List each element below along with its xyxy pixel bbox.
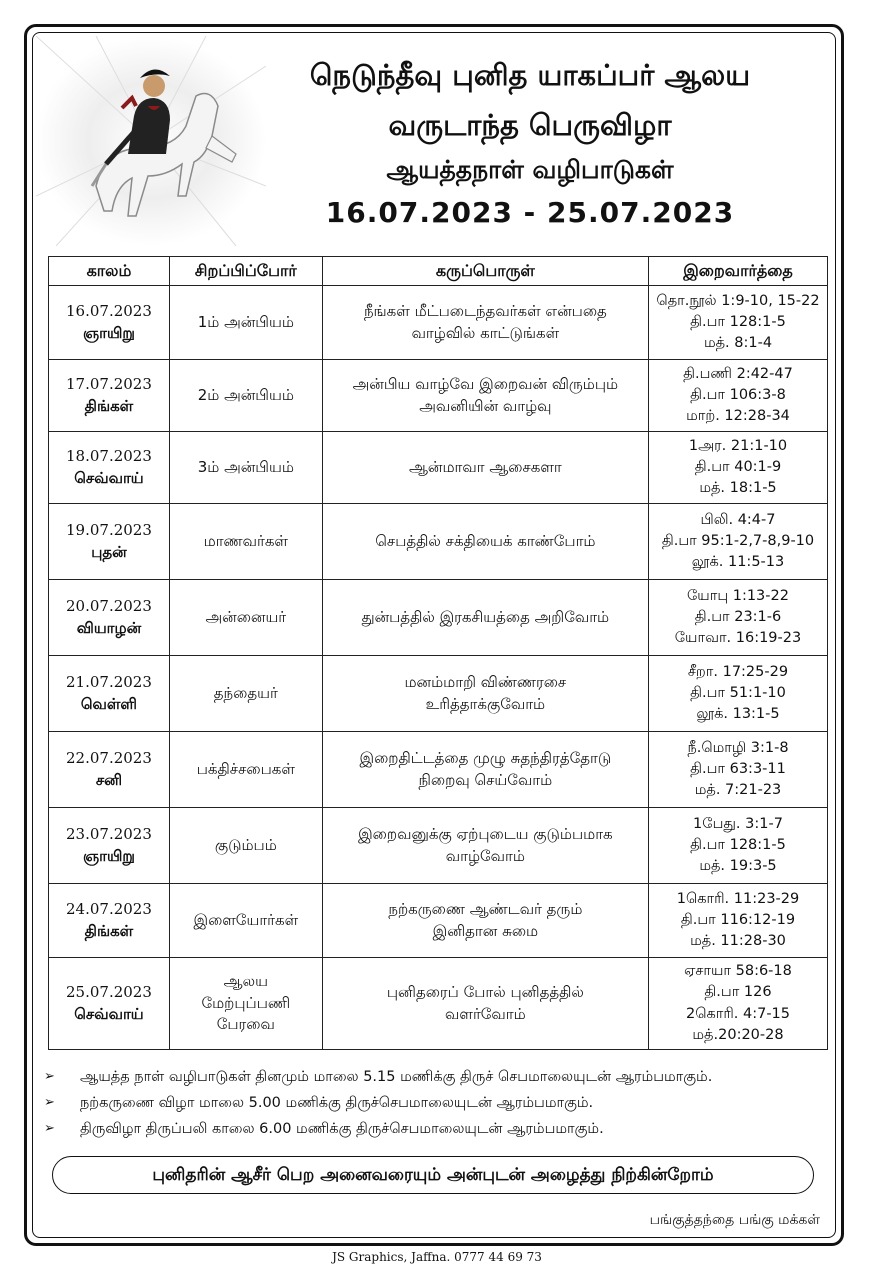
verse-text: தி.பா 116:12-19 xyxy=(680,911,796,928)
cell-theme xyxy=(322,884,648,958)
theme-text: துன்பத்தில் இரகசியத்தை அறிவோம் xyxy=(361,607,610,626)
table-row xyxy=(49,732,828,808)
cell-date xyxy=(49,808,170,884)
group-text: அன்னையர் xyxy=(205,607,287,626)
day-text: ஞாயிறு xyxy=(83,323,135,342)
cell-date xyxy=(49,884,170,958)
verse-text: மத். 8:1-4 xyxy=(703,335,773,351)
day-text: செவ்வாய் xyxy=(74,468,144,487)
cell-date xyxy=(49,432,170,504)
verse-text: தி.பா 128:1-5 xyxy=(690,313,786,330)
day-text: வியாழன் xyxy=(76,618,142,637)
cell-group xyxy=(169,808,322,884)
theme-text: உரித்தாக்குவோம் xyxy=(425,694,546,713)
theme-text: செபத்தில் சக்தியைக் காண்போம் xyxy=(375,531,596,550)
arrowhead-bullet-icon: ➢ xyxy=(44,1069,55,1084)
theme-text: இறைவனுக்கு ஏற்புடைய குடும்பமாக xyxy=(358,824,613,843)
theme-text: இறைதிட்டத்தை முழு சுதந்திரத்தோடு xyxy=(359,748,612,767)
verse-text: தொ.நூல் 1:9-10, 15-22 xyxy=(656,292,820,309)
theme-text: வாழ்வில் காட்டுங்கள் xyxy=(411,323,560,342)
cell-group xyxy=(169,432,322,504)
group-text: 1ம் அன்பியம் xyxy=(197,312,294,331)
header-verses: இறைவார்த்தை xyxy=(649,257,828,286)
theme-text: வளர்வோம் xyxy=(445,1004,526,1023)
verse-text: யோபு 1:13-22 xyxy=(687,587,789,604)
verse-text: தி.பணி 2:42-47 xyxy=(683,365,793,382)
cell-group xyxy=(169,360,322,432)
day-text: திங்கள் xyxy=(84,396,134,415)
cell-date xyxy=(49,958,170,1050)
verse-text: தி.பா 95:1-2,7-8,9-10 xyxy=(661,532,815,549)
cell-group xyxy=(169,504,322,580)
signature: பங்குத்தந்தை பங்கு மக்கள் xyxy=(649,1212,820,1228)
title-line-2: வருடாந்த பெருவிழா xyxy=(388,108,672,142)
verse-text: 1பேது. 3:1-7 xyxy=(693,815,783,832)
date-text: 16.07.2023 xyxy=(66,301,152,320)
cell-verses xyxy=(649,580,828,656)
verse-text: 1அர. 21:1-10 xyxy=(688,437,788,454)
verse-text: பிலி. 4:4-7 xyxy=(700,511,776,528)
table-row xyxy=(49,286,828,360)
cell-verses xyxy=(649,958,828,1050)
verse-text: தி.பா 128:1-5 xyxy=(690,836,786,853)
verse-text: யோவா. 16:19-23 xyxy=(674,630,802,646)
verse-text: மத். 7:21-23 xyxy=(694,782,782,798)
date-text: 20.07.2023 xyxy=(66,596,152,615)
print-credit: JS Graphics, Jaffna. 0777 44 69 73 xyxy=(332,1250,542,1264)
day-text: புதன் xyxy=(91,542,127,561)
verse-text: தி.பா 126 xyxy=(704,984,772,1001)
verse-text: மத். 19:3-5 xyxy=(699,858,777,874)
cell-group xyxy=(169,580,322,656)
arrowhead-bullet-icon: ➢ xyxy=(44,1121,55,1136)
verse-text: தி.பா 63:3-11 xyxy=(690,760,786,777)
date-text: 21.07.2023 xyxy=(66,672,152,691)
cell-group xyxy=(169,732,322,808)
day-text: திங்கள் xyxy=(84,921,134,940)
title-line-3: ஆயத்தநாள் வழிபாடுகள் xyxy=(386,155,674,184)
table-row xyxy=(49,432,828,504)
cell-group xyxy=(169,958,322,1050)
notes-list xyxy=(44,1064,834,1142)
theme-text: இனிதான சுமை xyxy=(432,921,539,940)
date-text: 24.07.2023 xyxy=(66,899,152,918)
date-text: 25.07.2023 xyxy=(66,982,152,1001)
theme-text: நீங்கள் மீட்படைந்தவர்கள் என்பதை xyxy=(363,301,607,320)
note-item xyxy=(44,1090,834,1116)
theme-text: வாழ்வோம் xyxy=(445,846,525,865)
cell-theme xyxy=(322,580,648,656)
table-row xyxy=(49,504,828,580)
cell-theme xyxy=(322,504,648,580)
header-date: காலம் xyxy=(49,257,170,286)
date-text: 18.07.2023 xyxy=(66,446,152,465)
cell-verses xyxy=(649,732,828,808)
header-group: சிறப்பிப்போர் xyxy=(169,257,322,286)
group-text: பேரவை xyxy=(216,1015,275,1034)
date-text: 22.07.2023 xyxy=(66,748,152,767)
verse-text: 1கொரி. 11:23-29 xyxy=(676,890,800,907)
header-theme: கருப்பொருள் xyxy=(322,257,648,286)
verse-text: மத். 18:1-5 xyxy=(699,480,777,496)
cell-date xyxy=(49,504,170,580)
cell-theme xyxy=(322,432,648,504)
table-row xyxy=(49,360,828,432)
verse-text: தி.பா 51:1-10 xyxy=(690,684,786,701)
group-text: 2ம் அன்பியம் xyxy=(197,385,294,404)
day-text: சனி xyxy=(95,770,123,789)
group-text: 3ம் அன்பியம் xyxy=(197,457,294,476)
date-text: 23.07.2023 xyxy=(66,824,152,843)
theme-text: அன்பிய வாழ்வே இறைவன் விரும்பும் xyxy=(352,374,619,393)
cell-theme xyxy=(322,808,648,884)
theme-text: புனிதரைப் போல் புனிதத்தில் xyxy=(386,982,584,1001)
day-text: ஞாயிறு xyxy=(83,846,135,865)
verse-text: ஏசாயா 58:6-18 xyxy=(684,963,792,980)
cell-theme xyxy=(322,656,648,732)
verse-text: மத். 11:28-30 xyxy=(690,933,786,949)
cell-verses xyxy=(649,884,828,958)
cell-theme xyxy=(322,286,648,360)
verse-text: சீறா. 17:25-29 xyxy=(687,663,789,680)
cell-verses xyxy=(649,432,828,504)
group-text: இளையோர்கள் xyxy=(193,910,299,929)
date-text: 17.07.2023 xyxy=(66,374,152,393)
group-text: ஆலய xyxy=(223,971,268,990)
cell-group xyxy=(169,656,322,732)
theme-text: நிறைவு செய்வோம் xyxy=(418,770,553,789)
cell-verses xyxy=(649,656,828,732)
verse-text: லூக். 13:1-5 xyxy=(696,706,780,722)
cell-date xyxy=(49,656,170,732)
date-text: 19.07.2023 xyxy=(66,520,152,539)
cell-theme xyxy=(322,732,648,808)
title-line-1: நெடுந்தீவு புனித யாகப்பர் ஆலய xyxy=(309,58,751,92)
theme-text: ஆன்மாவா ஆசைகளா xyxy=(408,457,562,476)
day-text: செவ்வாய் xyxy=(74,1004,144,1023)
cell-verses xyxy=(649,286,828,360)
table-row xyxy=(49,580,828,656)
group-text: தந்தையர் xyxy=(213,683,278,702)
cell-verses xyxy=(649,504,828,580)
verse-text: நீ.மொழி 3:1-8 xyxy=(687,739,789,756)
verse-text: தி.பா 23:1-6 xyxy=(694,608,782,625)
cell-date xyxy=(49,286,170,360)
note-text: ஆயத்த நாள் வழிபாடுகள் தினமும் மாலை 5.15 மணிக்கு திருச் செபமாலையுடன் ஆரம்பமாகும். xyxy=(80,1069,713,1085)
table-row xyxy=(49,884,828,958)
cell-theme xyxy=(322,360,648,432)
note-text: திருவிழா திருப்பலி காலை 6.00 மணிக்கு திருச்செபமாலையுடன் ஆரம்பமாகும். xyxy=(80,1121,604,1137)
day-text: வெள்ளி xyxy=(80,694,138,713)
cell-date xyxy=(49,732,170,808)
verse-text: மத்.20:20-28 xyxy=(692,1026,784,1043)
note-item xyxy=(44,1116,834,1142)
verse-text: தி.பா 106:3-8 xyxy=(690,386,786,403)
group-text: மாணவர்கள் xyxy=(203,531,288,550)
table-row xyxy=(49,656,828,732)
group-text: மேற்புப்பணி xyxy=(201,993,291,1012)
theme-text: அவனியின் வாழ்வு xyxy=(419,396,552,415)
cell-verses xyxy=(649,808,828,884)
cell-group xyxy=(169,286,322,360)
verse-text: மாற். 12:28-34 xyxy=(686,408,790,424)
cell-date xyxy=(49,580,170,656)
verse-text: லூக். 11:5-13 xyxy=(691,554,785,570)
table-row xyxy=(49,808,828,884)
table-row xyxy=(49,958,828,1050)
note-item xyxy=(44,1064,834,1090)
theme-text: நற்கருணை ஆண்டவர் தரும் xyxy=(388,899,583,918)
invitation-banner: புனிதரின் ஆசீர் பெற அனைவரையும் அன்புடன் அழைத்து நிற்கின்றோம் xyxy=(52,1156,814,1194)
table-header-row xyxy=(49,257,828,286)
verse-text: 2கொரி. 4:7-15 xyxy=(685,1005,791,1022)
arrowhead-bullet-icon: ➢ xyxy=(44,1095,55,1110)
cell-group xyxy=(169,884,322,958)
date-range: 16.07.2023 - 25.07.2023 xyxy=(325,196,735,229)
cell-date xyxy=(49,360,170,432)
schedule-table xyxy=(48,256,828,1050)
group-text: பக்திச்சபைகள் xyxy=(196,759,295,778)
cell-verses xyxy=(649,360,828,432)
theme-text: மனம்மாறி விண்ணரசை xyxy=(404,672,567,691)
note-text: நற்கருணை விழா மாலை 5.00 மணிக்கு திருச்செபமாலையுடன் ஆரம்பமாகும். xyxy=(80,1095,594,1111)
group-text: குடும்பம் xyxy=(214,835,277,854)
cell-theme xyxy=(322,958,648,1050)
verse-text: தி.பா 40:1-9 xyxy=(694,458,782,475)
